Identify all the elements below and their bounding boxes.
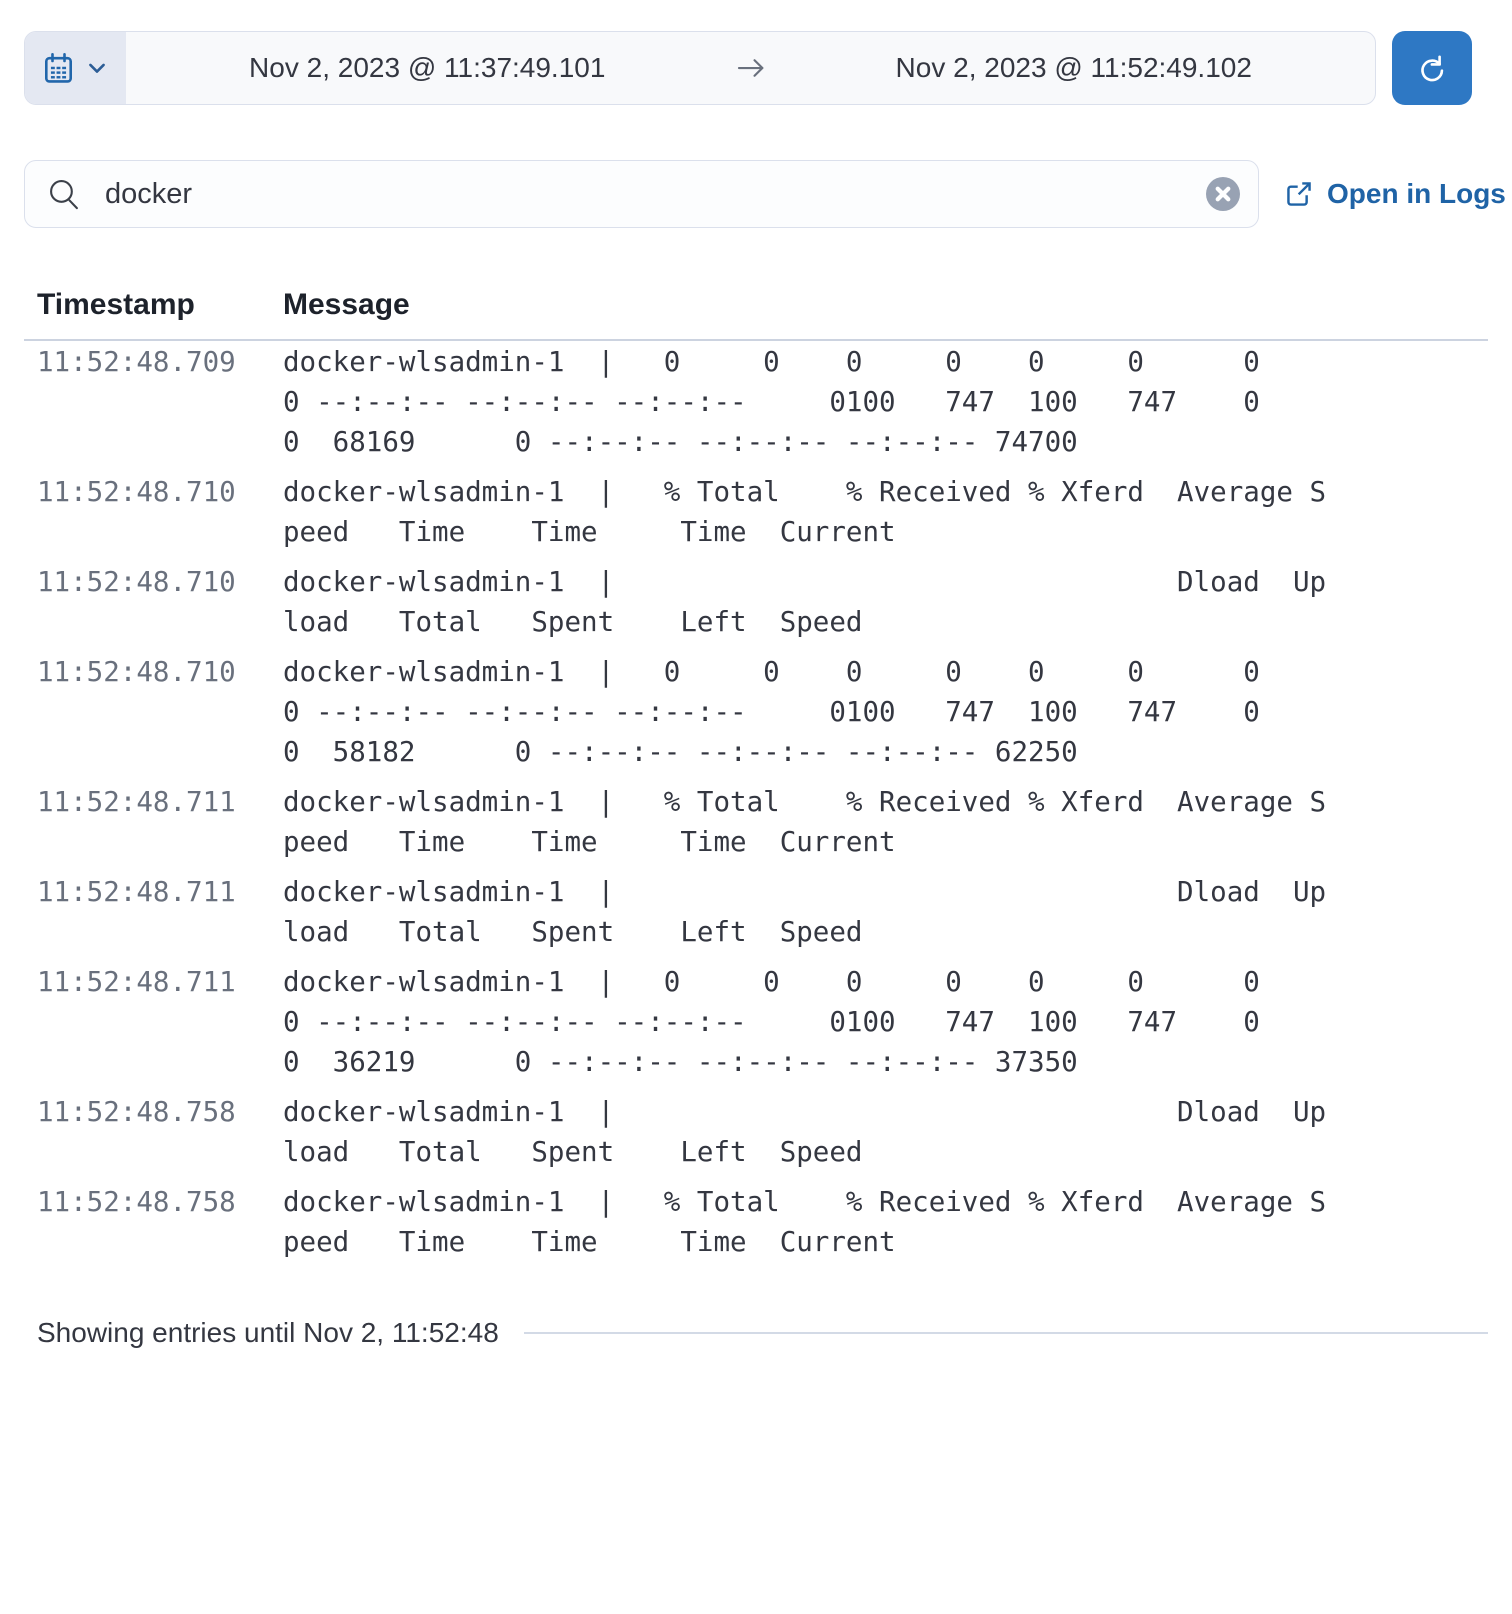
log-message-line: 0 --:--:-- --:--:-- --:--:-- 0100 747 100 747 0 xyxy=(283,1006,1260,1038)
log-message-line: 0 68169 0 --:--:-- --:--:-- --:--:-- 74700 xyxy=(283,426,1078,458)
log-timestamp: 11:52:48.710 xyxy=(37,566,236,598)
log-entry-row xyxy=(24,471,1488,561)
log-entry-row xyxy=(24,1091,1488,1181)
log-message-line: 0 58182 0 --:--:-- --:--:-- --:--:-- 62250 xyxy=(283,736,1078,768)
log-message xyxy=(283,342,1488,462)
log-entry-row xyxy=(24,341,1488,471)
search-icon xyxy=(46,176,82,212)
start-date-button[interactable] xyxy=(126,32,729,104)
log-entry-row xyxy=(24,871,1488,961)
log-timestamp: 11:52:48.711 xyxy=(37,876,236,908)
log-message-line: docker-wlsadmin-1 | 0 0 0 0 0 0 0 xyxy=(283,656,1260,688)
log-timestamp: 11:52:48.709 xyxy=(37,346,236,378)
column-header-message: Message xyxy=(283,288,410,321)
log-timestamp: 11:52:48.710 xyxy=(37,476,236,508)
log-message-line: docker-wlsadmin-1 | Dload Up xyxy=(283,876,1327,908)
log-message-line: 0 --:--:-- --:--:-- --:--:-- 0100 747 100 747 0 xyxy=(283,386,1260,418)
log-message-line: load Total Spent Left Speed xyxy=(283,916,863,948)
clear-icon xyxy=(1206,177,1240,211)
log-message xyxy=(283,1182,1488,1262)
log-message xyxy=(283,962,1488,1082)
log-timestamp: 11:52:48.711 xyxy=(37,966,236,998)
column-header-timestamp: Timestamp xyxy=(37,288,195,321)
log-message-line: docker-wlsadmin-1 | % Total % Received % Xferd Average S xyxy=(283,786,1327,818)
log-message-line: load Total Spent Left Speed xyxy=(283,1136,863,1168)
log-message-line: docker-wlsadmin-1 | 0 0 0 0 0 0 0 xyxy=(283,966,1260,998)
log-message-line: 0 --:--:-- --:--:-- --:--:-- 0100 747 100 747 0 xyxy=(283,696,1260,728)
log-message xyxy=(283,782,1488,862)
external-link-icon xyxy=(1286,181,1312,207)
end-date-button[interactable] xyxy=(773,32,1376,104)
log-timestamp: 11:52:48.758 xyxy=(37,1096,236,1128)
table-body xyxy=(24,341,1488,1271)
log-message xyxy=(283,872,1488,952)
date-range-picker xyxy=(24,31,1376,105)
footer-status-text: Showing entries until Nov 2, 11:52:48 xyxy=(37,1317,499,1348)
log-message-line: docker-wlsadmin-1 | 0 0 0 0 0 0 0 xyxy=(283,346,1260,378)
log-message-line: peed Time Time Time Current xyxy=(283,1226,896,1258)
open-in-logs-label: Open in Logs xyxy=(1327,178,1506,209)
log-message-line: load Total Spent Left Speed xyxy=(283,606,863,638)
log-message-line: docker-wlsadmin-1 | Dload Up xyxy=(283,1096,1327,1128)
log-timestamp: 11:52:48.710 xyxy=(37,656,236,688)
log-entry-row xyxy=(24,1181,1488,1271)
log-message-line: docker-wlsadmin-1 | Dload Up xyxy=(283,566,1327,598)
start-date-value: Nov 2, 2023 @ 11:37:49.101 xyxy=(249,52,606,83)
refresh-icon xyxy=(1414,50,1451,87)
search-box xyxy=(24,160,1259,228)
log-entry-row xyxy=(24,561,1488,651)
date-picker-menu-button[interactable] xyxy=(25,32,126,104)
chevron-down-icon xyxy=(86,57,108,79)
log-message xyxy=(283,652,1488,772)
clear-search-button[interactable] xyxy=(1206,177,1240,211)
search-input[interactable] xyxy=(105,178,1206,211)
footer xyxy=(24,1317,1488,1349)
log-timestamp: 11:52:48.758 xyxy=(37,1186,236,1218)
log-message xyxy=(283,1092,1488,1172)
log-message-line: docker-wlsadmin-1 | % Total % Received % Xferd Average S xyxy=(283,476,1327,508)
log-table xyxy=(24,288,1488,1271)
calendar-icon xyxy=(43,52,74,85)
footer-divider xyxy=(524,1332,1488,1334)
end-date-value: Nov 2, 2023 @ 11:52:49.102 xyxy=(895,52,1252,83)
log-message-line: 0 36219 0 --:--:-- --:--:-- --:--:-- 37350 xyxy=(283,1046,1078,1078)
log-entry-row xyxy=(24,651,1488,781)
open-in-logs-link[interactable] xyxy=(1286,178,1506,210)
log-message-line: peed Time Time Time Current xyxy=(283,516,896,548)
log-message-line: docker-wlsadmin-1 | % Total % Received % Xferd Average S xyxy=(283,1186,1327,1218)
refresh-button[interactable] xyxy=(1392,31,1472,105)
log-timestamp: 11:52:48.711 xyxy=(37,786,236,818)
search-row xyxy=(24,160,1506,228)
log-message xyxy=(283,472,1488,552)
log-entry-row xyxy=(24,781,1488,871)
log-message xyxy=(283,562,1488,642)
date-range-bar xyxy=(24,31,1488,105)
arrow-right-icon xyxy=(729,32,773,104)
log-message-line: peed Time Time Time Current xyxy=(283,826,896,858)
table-header xyxy=(24,288,1488,341)
log-entry-row xyxy=(24,961,1488,1091)
